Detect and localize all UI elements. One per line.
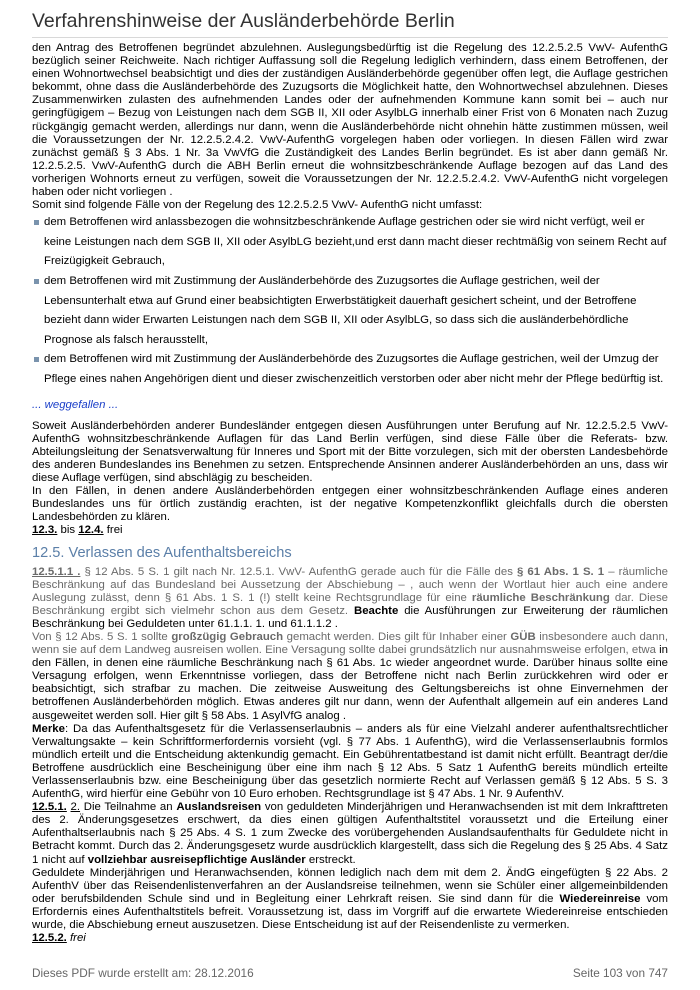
paragraph: Soweit Ausländerbehörden anderer Bundesländer entgegen diesen Ausführungen unter Berufung auf Nr. 12.2.5.2.5 VwV-AufenthG wohnsitzbeschränkende Auflagen für das Land Berlin verfügen, sind diese Fälle über die Referats- bzw. Abteilungsleitung der Senatsverwaltung für Inneres und Sport mit der Bitte vorzulegen, sich mit der obersten Landesbehörde des anderen Bundeslandes ins Benehmen zu setzen. Entsprechende Ansinnen anderer Ausländerbehörden an uns, dass wir diese Auflage verfügen, sind abschlägig zu bescheiden. (32, 419, 668, 485)
section-link-12-4[interactable]: 12.4. (78, 524, 104, 537)
paragraph (32, 867, 668, 932)
list-item (32, 350, 668, 389)
text: Von § 12 Abs. 5 S. 1 sollte (32, 630, 172, 643)
paragraph-12-5-1-1 (32, 566, 668, 631)
paragraph: den Antrag des Betroffenen begründet abzulehnen. Auslegungsbedürftig ist die Regelung des 12.2.5.2.5 VwV- AufenthG bezüglich seiner Reichweite. Nach richtiger Auffassung soll die Regelung lediglich verhindern, dass einem Betroffenen, der einen Wohnortwechsel beabsichtigt und dies der zuständigen Ausländerbehörde gegenüber offen legt, die Auflage gestrichen bekommt, ohne dass die Ausländerbehörde des Zuzugsorts die Möglichkeit hatte, den Wohnortwechsel abzulehnen. Dieses Zusammenwirken zulasten des aufnehmenden Landes oder der aufnehmenden Kommune kann somit bei – auch nur geringfügigem – Bezug von Leistungen nach dem SGB II, XII oder AsylbLG innerhalb einer Frist von 6 Monaten nach Zuzug rückgängig gemacht werden, allerdings nur dann, wenn die Ausländerbehörde nicht ohnehin hätte zustimmen müssen, weil die Voraussetzungen der Nr. 12.2.5.2.4.2. VwV-AufenthG vorgelegen haben oder vorliegen. In diesen Fällen wird zwar zunächst gemäß § 3 Abs. 1 Nr. 3a VwVfG die Zuständigkeit des Landes Berlin begründet. Es ist aber dann gemäß Nr. 12.2.5.2.5. VwV-AufenthG durch die ABH Berlin erneut die wohnsitzbeschränkende Auflage bezogen auf das Land des vorherigen Wohnorts erneut zu verfügen, soweit die Voraussetzungen der Nr. 12.2.5.2.4.2. VwV-AufenthG nicht vorgelegen haben oder nicht vorliegen . (32, 42, 668, 199)
paragraph: Somit sind folgende Fälle von der Regelung des 12.2.5.2.5 VwV- AufenthG nicht umfasst: (32, 199, 483, 212)
text: die Ausführungen zur Erweiterung der räumlichen Beschränkung bei Geduldeten unter 61.1.1. 1. und 61.1.1.2 . (32, 604, 668, 630)
section-subnumber: 2. (70, 801, 81, 814)
bold-text: Wiedereinreise (559, 892, 641, 905)
section-link-12-3[interactable]: 12.3. (32, 524, 58, 537)
text: von geduldeten Minderjährigen und Heranwachsenden ist mit dem Inkrafttreten des 2. Änderungsgesetzes erschwert, da dies einen gültigen Aufenthaltstitel voraussetzt und die Erteilung einer Aufenthaltserlaubnis nach § 25 Abs. 4 S. 1 zum Zwecke des vorübergehenden Auslandsaufenthalts für Geduldete nicht in Betracht kommt. Durch das 2. Änderungsgesetz wurde ausdrücklich klargestellt, dass sich die Regelung des § 25 Abs. 4 Satz 1 nicht auf (32, 801, 668, 866)
text: § 12 Abs. 5 S. 1 gilt nach Nr. 12.5.1. VwV- AufenthG gerade auch für die Fälle des (80, 565, 518, 578)
merke-label: Merke (32, 722, 65, 735)
section-number-link[interactable]: 12.5.1. (32, 801, 67, 814)
list-item (32, 272, 668, 350)
section-heading: 12.5. Verlassen des Aufenthaltsbereichs (32, 544, 292, 561)
weggefallen-note: ... weggefallen ... (32, 398, 119, 411)
bold-text: § 61 Abs. 1 S. 1 (517, 565, 605, 578)
paragraph: In den Fällen, in denen andere Ausländerbehörden entgegen einer wohnsitzbeschränkenden Auflage eines anderen Bundeslandes uns für örtlich zuständig erachten, ist der negative Kompetenzkonflikt gleichfalls durch die obersten Landesbehörden zu klären. (32, 485, 668, 524)
text: frei (66, 932, 86, 945)
text: erstreckt. (305, 853, 356, 866)
bullet-list (32, 213, 668, 389)
bold-text: Auslandsreisen (176, 801, 262, 814)
bold-text: GÜB (510, 630, 536, 643)
text: gemacht werden. Dies gilt für Inhaber einer (283, 630, 511, 643)
paragraph-12-5-1-2 (32, 801, 668, 866)
bold-text: großzügig Gebrauch (171, 630, 284, 643)
list-item (32, 213, 668, 272)
bullet-square-icon (34, 357, 39, 362)
list-item-text: dem Betroffenen wird mit Zustimmung der Ausländerbehörde des Zuzugsortes die Auflage gestrichen, weil der Lebensunterhalt etwa auf Grund einer beabsichtigten Erwerbstätigkeit dauerhaft gesichert scheint, und der Betroffene bezieht dann wider Erwarten Leistungen nach dem SGB II, XII oder AsylbLG, so dass sich die ausländerbehördliche Prognose als falsch herausstellt, (44, 275, 637, 346)
range-tail: frei (103, 524, 123, 537)
bullet-square-icon (34, 220, 39, 225)
list-item-text: dem Betroffenen wird anlassbezogen die wohnsitzbeschränkende Auflage gestrichen oder sie wird nicht verfügt, weil er keine Leistungen nach dem SGB II, XII oder AsylbLG bezieht,und erst dann macht dieser rechtmäßig von seinem Recht auf Freizügigkeit Gebrauch, (44, 216, 667, 268)
bullet-square-icon (34, 279, 39, 284)
document-body (32, 42, 668, 945)
text: insbesondere auch dann, wenn sie auf dem Landweg ausreisen wollen. Eine Versagung sollte dabei grundsätzlich nur ausnahmsweise erfolgen, etwa (32, 630, 668, 657)
section-range-line (32, 524, 668, 537)
text: : Da das Aufenthaltsgesetz für die Verlassenserlaubnis – anders als für eine Vielzahl anderer aufenthaltsrechtlicher Verwaltungsakte – kein Schriftformerfordernis vorsieht (vgl. § 77 Abs. 1 AufenthG), wird die Verlassenserlaubnis formlos mündlich erteilt und die Entscheidung aktenkundig gemacht. Ein Gebührentatbestand ist damit nicht erfüllt. Beantragt der/die Betroffene ausdrücklich eine Bescheinigung über eine ihm nach § 12 Abs. 5 Satz 1 AufenthG bereits mündlich erteilte Verlassenserlaubnis bzw. eine Bescheinigung über das gesetzlich normierte Recht auf Verlassen gemäß § 12 Abs. 5 S. 3 AufenthG, wird hierfür eine Gebühr von 10 Euro erhoben. Rechtsgrundlage ist § 47 Abs. 1 Nr. 9 AufenthV. (32, 722, 668, 801)
section-number-link[interactable]: 12.5.1.1 . (32, 565, 81, 578)
merke-paragraph (32, 723, 668, 802)
footer-created-date: Dieses PDF wurde erstellt am: 28.12.2016 (32, 966, 254, 980)
page-header-title: Verfahrenshinweise der Ausländerbehörde Berlin (32, 10, 668, 38)
paragraph (32, 631, 668, 723)
beachte-label: Beachte (353, 604, 399, 617)
list-item-text: dem Betroffenen wird mit Zustimmung der Ausländerbehörde des Zuzugsortes die Auflage gestrichen, weil der Umzug der Pflege eines nahen Angehörigen dient und dieser zwischenzeitlich verstorben oder aber nicht mehr der Pflege bedürftig ist. (44, 353, 664, 385)
bold-text: vollziehbar ausreisepflichtige Ausländer (87, 853, 306, 866)
range-separator: bis (57, 524, 79, 537)
bold-text: räumliche Beschränkung (471, 591, 610, 604)
text: vom Erfordernis eines Aufenthaltstitels befreit. Voraussetzung ist, dass im Vorgriff auf die erwartete Wiedereinreise entschieden wurde, die Abschiebung erneut auszusetzen. Diese Entscheidung ist auf der Reisendenliste zu vermerken. (32, 892, 669, 932)
text: – räumliche Beschränkung auf das Bundesland bei Aussetzung der Abschiebung – , auch wenn der Wortlaut hier auch eine andere Auslegung zulässt, denn § 61 Abs. 1 S. 1 (!) stellt keine Rechtsgrundlage für eine (32, 565, 668, 604)
paragraph-12-5-2 (32, 932, 668, 945)
section-number-link[interactable]: 12.5.2. (32, 932, 67, 945)
text: Geduldete Minderjährigen und Heranwachsenden, können lediglich nach dem mit dem 2. ÄndG eingefügten § 22 Abs. 2 AufenthV über das Reisendenlistenverfahren an der Auslandsreise teilnehmen, wenn sie Schüler einer allgemeinbildenden oder berufsbildenden Schule sind und in Begleitung einer Lehrkraft reisen. Sie sind dann für die (32, 866, 668, 905)
text: Die Teilnahme an (80, 801, 177, 814)
text: in den Fällen, in denen eine räumliche Beschränkung nach § 61 Abs. 1c wieder angeordnet wurde. Darüber hinaus sollte eine Versagung erfolgen, wenn Erkenntnisse vorliegen, dass der Betroffene nicht nach Berlin zurückkehren wird oder er beabsichtigt, sich strafbar zu machen. Die zeitweise Ausweitung des Geltungsbereichs ist ohne Einvernehmen der betroffenen Ausländerbehörden möglich. Etwas anderes gilt nur dann, wenn der Aufenthalt allgemein auf ein anderes Land ausgeweitet werden soll. Hier gilt § 58 Abs. 1 AsylVfG analog . (32, 644, 668, 722)
text: dar. Diese Beschränkung ergibt sich vielmehr schon aus dem Gesetz. (32, 591, 669, 617)
footer-page-number: Seite 103 von 747 (572, 966, 668, 980)
